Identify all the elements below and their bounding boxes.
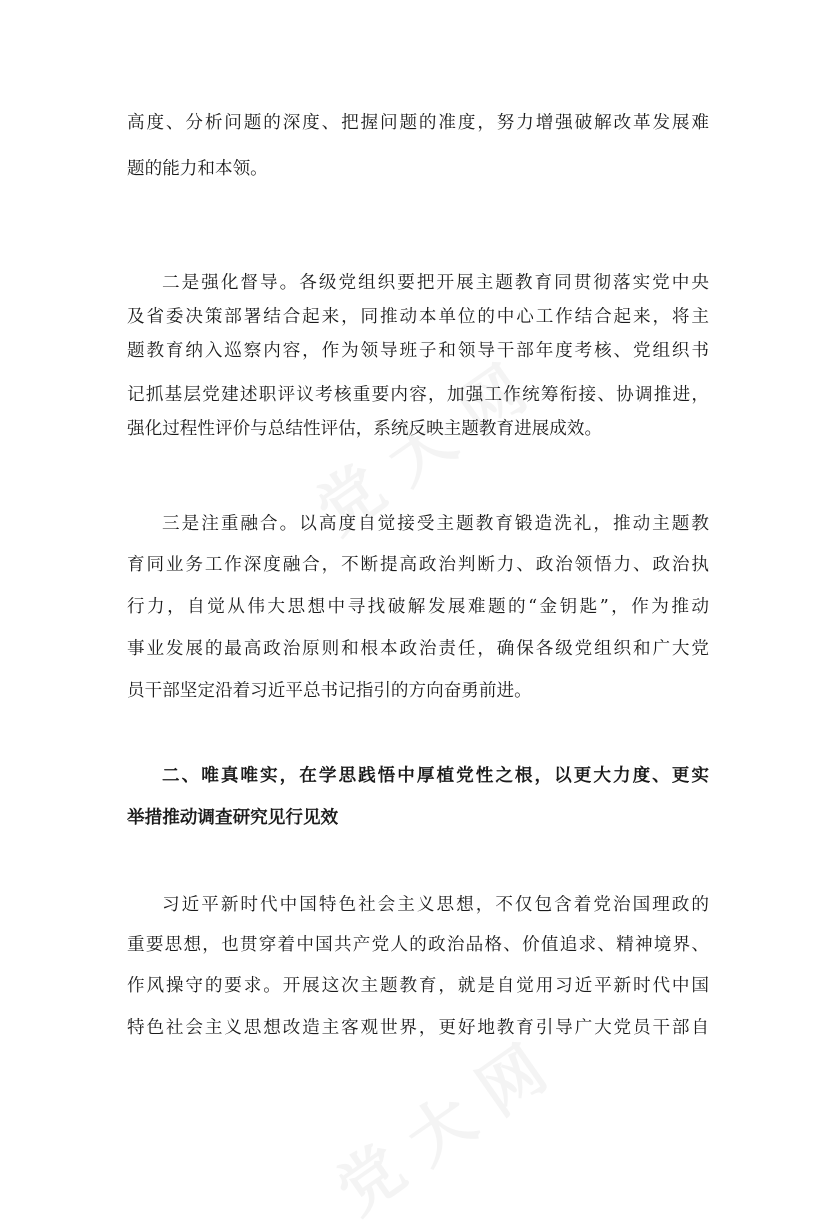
paragraph-2-line-5: 强化过程性评价与总结性评估，系统反映主题教育进展成效。 — [127, 419, 603, 439]
paragraph-2-line-2: 及省委决策部署结合起来，同推动本单位的中心工作结合起来，将主 — [127, 307, 709, 327]
section-heading-line-1: 二、唯真唯实，在学思践悟中厚植党性之根，以更大力度、更实 — [162, 765, 709, 786]
section-heading-line-2: 举措推动调查研究见行见效 — [127, 807, 339, 828]
paragraph-4-line-4: 特色社会主义思想改造主客观世界，更好地教育引导广大党员干部自 — [127, 1018, 709, 1038]
paragraph-3-line-2: 育同业务工作深度融合，不断提高政治判断力、政治领悟力、政治执 — [127, 555, 709, 575]
paragraph-1-line-2: 题的能力和本领。 — [127, 159, 268, 179]
paragraph-4-line-2: 重要思想，也贯穿着中国共产党人的政治品格、价值追求、精神境界、 — [127, 935, 709, 955]
paragraph-4-line-1: 习近平新时代中国特色社会主义思想，不仅包含着党治国理政的 — [162, 895, 709, 915]
paragraph-3-line-5: 员干部坚定沿着习近平总书记指引的方向奋勇前进。 — [127, 681, 532, 701]
paragraph-2-line-3: 题教育纳入巡察内容，作为领导班子和领导干部年度考核、党组织书 — [127, 341, 709, 361]
paragraph-3-line-1: 三是注重融合。以高度自觉接受主题教育锻造洗礼，推动主题教 — [162, 514, 709, 534]
paragraph-2-line-1: 二是强化督导。各级党组织要把开展主题教育同贯彻落实党中央 — [162, 273, 709, 293]
paragraph-4-line-3: 作风操守的要求。开展这次主题教育，就是自觉用习近平新时代中国 — [127, 976, 709, 996]
paragraph-2-line-4: 记抓基层党建述职评议考核重要内容，加强工作统筹衔接、协调推进， — [127, 385, 709, 405]
watermark-bottom — [315, 1020, 562, 1231]
paragraph-3-line-4: 事业发展的最高政治原则和根本政治责任，确保各级党组织和广大党 — [127, 639, 709, 659]
paragraph-3-line-3: 行力，自觉从伟大思想中寻找破解发展难题的“金钥匙”，作为推动 — [127, 597, 709, 617]
paragraph-1-line-1: 高度、分析问题的深度、把握问题的准度，努力增强破解改革发展难 — [127, 113, 709, 133]
